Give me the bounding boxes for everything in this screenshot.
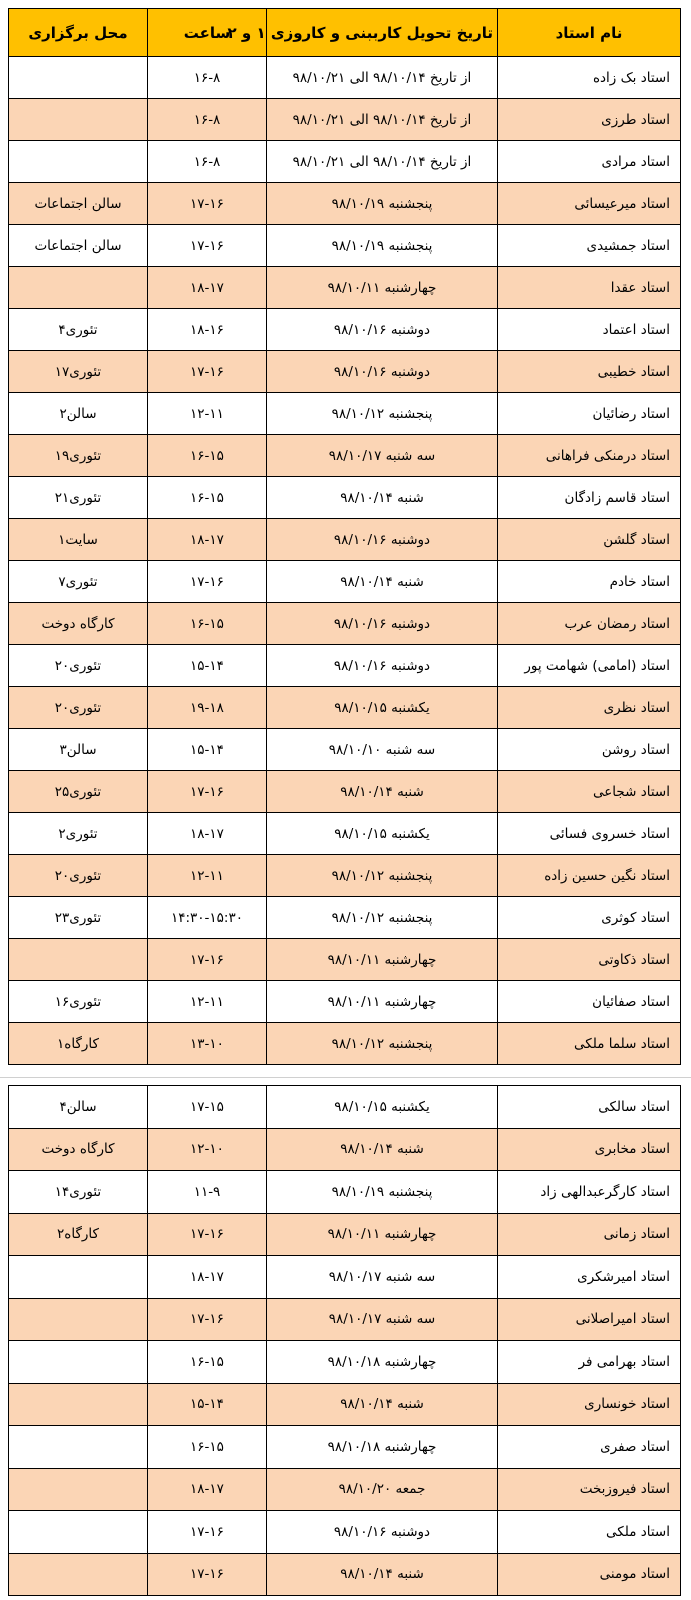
time-cell: ۱۷-۱۶ (148, 1298, 267, 1341)
table-row (9, 687, 681, 729)
instructor-name-cell: استاد ملکی (498, 1511, 681, 1554)
instructor-name-cell: استاد قاسم زادگان (498, 477, 681, 519)
location-cell (9, 1383, 148, 1426)
time-cell: ۱۷-۱۶ (148, 1213, 267, 1256)
delivery-date-cell: سه شنبه ۹۸/۱۰/۱۷ (267, 435, 498, 477)
table-row (9, 939, 681, 981)
location-cell: تئوری۲۰ (9, 687, 148, 729)
time-cell: ۱۶-۱۵ (148, 603, 267, 645)
instructor-name-cell: استاد خطیبی (498, 351, 681, 393)
time-cell: ۱۷-۱۶ (148, 561, 267, 603)
delivery-date-cell: یکشنبه ۹۸/۱۰/۱۵ (267, 687, 498, 729)
table-row (9, 1553, 681, 1596)
time-cell: ۱۹-۱۸ (148, 687, 267, 729)
delivery-date-cell: دوشنبه ۹۸/۱۰/۱۶ (267, 1511, 498, 1554)
instructor-name-cell: استاد خونساری (498, 1383, 681, 1426)
instructor-name-cell: استاد میرعیسائی (498, 183, 681, 225)
instructor-name-cell: استاد مرادی (498, 141, 681, 183)
delivery-date-cell: چهارشنبه ۹۸/۱۰/۱۱ (267, 939, 498, 981)
delivery-date-cell: دوشنبه ۹۸/۱۰/۱۶ (267, 309, 498, 351)
page-divider (0, 1077, 691, 1078)
delivery-date-cell: چهارشنبه ۹۸/۱۰/۱۱ (267, 1213, 498, 1256)
delivery-date-cell: پنجشنبه ۹۸/۱۰/۱۲ (267, 897, 498, 939)
header-delivery-date: تاریخ تحویل کارببنی و کاروزی ۱ و ۲ (267, 9, 498, 57)
time-cell: ۱۲-۱۱ (148, 393, 267, 435)
instructor-name-cell: استاد بک زاده (498, 57, 681, 99)
location-cell: تئوری۲۱ (9, 477, 148, 519)
table-row (9, 477, 681, 519)
instructor-name-cell: استاد اعتماد (498, 309, 681, 351)
time-cell: ۱۸-۱۷ (148, 1256, 267, 1299)
table-row (9, 1086, 681, 1129)
instructor-name-cell: استاد طرزی (498, 99, 681, 141)
location-cell: تئوری۱۷ (9, 351, 148, 393)
instructor-name-cell: استاد درمنکی فراهانی (498, 435, 681, 477)
instructor-name-cell: استاد سلما ملکی (498, 1023, 681, 1065)
table-row (9, 771, 681, 813)
table-row (9, 225, 681, 267)
location-cell (9, 1426, 148, 1469)
delivery-date-cell: سه شنبه ۹۸/۱۰/۱۷ (267, 1256, 498, 1299)
instructor-name-cell: استاد گلشن (498, 519, 681, 561)
location-cell (9, 141, 148, 183)
time-cell: ۱۵-۱۴ (148, 645, 267, 687)
time-cell: ۱۷-۱۶ (148, 1511, 267, 1554)
time-cell: ۱۸-۱۷ (148, 267, 267, 309)
time-cell: ۱۲-۱۱ (148, 855, 267, 897)
instructor-name-cell: استاد مومنی (498, 1553, 681, 1596)
delivery-date-cell: پنجشنبه ۹۸/۱۰/۱۹ (267, 183, 498, 225)
location-cell (9, 939, 148, 981)
time-cell: ۱۷-۱۵ (148, 1086, 267, 1129)
instructor-name-cell: استاد عقدا (498, 267, 681, 309)
time-cell: ۱۷-۱۶ (148, 771, 267, 813)
delivery-date-cell: شنبه ۹۸/۱۰/۱۴ (267, 771, 498, 813)
schedule-table-1 (8, 8, 681, 1065)
delivery-date-cell: یکشنبه ۹۸/۱۰/۱۵ (267, 813, 498, 855)
location-cell: سالن اجتماعات (9, 225, 148, 267)
table-row (9, 1468, 681, 1511)
header-instructor-name: نام استاد (498, 9, 681, 57)
time-cell: ۱۶-۸ (148, 57, 267, 99)
instructor-name-cell: استاد جمشیدی (498, 225, 681, 267)
time-cell: ۱۷-۱۶ (148, 351, 267, 393)
schedule-table-2-body (9, 1086, 681, 1596)
location-cell: سالن۳ (9, 729, 148, 771)
location-cell (9, 1256, 148, 1299)
table-row (9, 57, 681, 99)
table-row (9, 1213, 681, 1256)
time-cell: ۱۶-۱۵ (148, 435, 267, 477)
instructor-name-cell: استاد فیروزبخت (498, 1468, 681, 1511)
time-cell: ۱۲-۱۱ (148, 981, 267, 1023)
location-cell (9, 1468, 148, 1511)
delivery-date-cell: یکشنبه ۹۸/۱۰/۱۵ (267, 1086, 498, 1129)
time-cell: ۱۲-۱۰ (148, 1128, 267, 1171)
location-cell: تئوری۲ (9, 813, 148, 855)
location-cell (9, 57, 148, 99)
time-cell: ۱۷-۱۶ (148, 1553, 267, 1596)
header-location: محل برگزاری (9, 9, 148, 57)
time-cell: ۱۸-۱۷ (148, 519, 267, 561)
time-cell: ۱۷-۱۶ (148, 939, 267, 981)
location-cell: سالن۲ (9, 393, 148, 435)
instructor-name-cell: استاد خسروی فسائی (498, 813, 681, 855)
location-cell (9, 267, 148, 309)
location-cell: سایت۱ (9, 519, 148, 561)
table-row (9, 1383, 681, 1426)
delivery-date-cell: پنجشنبه ۹۸/۱۰/۱۹ (267, 225, 498, 267)
table-row (9, 813, 681, 855)
instructor-name-cell: استاد (امامی) شهامت پور (498, 645, 681, 687)
instructor-name-cell: استاد سالکی (498, 1086, 681, 1129)
delivery-date-cell: چهارشنبه ۹۸/۱۰/۱۱ (267, 981, 498, 1023)
instructor-name-cell: استاد امیراصلانی (498, 1298, 681, 1341)
table-row (9, 1511, 681, 1554)
delivery-date-cell: چهارشنبه ۹۸/۱۰/۱۸ (267, 1426, 498, 1469)
delivery-date-cell: سه شنبه ۹۸/۱۰/۱۷ (267, 1298, 498, 1341)
instructor-name-cell: استاد نظری (498, 687, 681, 729)
instructor-name-cell: استاد بهرامی فر (498, 1341, 681, 1384)
table-row (9, 561, 681, 603)
instructor-name-cell: استاد کوثری (498, 897, 681, 939)
table-row (9, 309, 681, 351)
location-cell: تئوری۴ (9, 309, 148, 351)
delivery-date-cell: دوشنبه ۹۸/۱۰/۱۶ (267, 645, 498, 687)
table-row (9, 855, 681, 897)
table-row (9, 1023, 681, 1065)
delivery-date-cell: چهارشنبه ۹۸/۱۰/۱۸ (267, 1341, 498, 1384)
time-cell: ۱۴:۳۰-۱۵:۳۰ (148, 897, 267, 939)
table-row (9, 603, 681, 645)
time-cell: ۱۸-۱۷ (148, 813, 267, 855)
location-cell: تئوری۷ (9, 561, 148, 603)
delivery-date-cell: از تاریخ ۹۸/۱۰/۱۴ الی ۹۸/۱۰/۲۱ (267, 99, 498, 141)
table-row (9, 1171, 681, 1214)
table-row (9, 1128, 681, 1171)
table-row (9, 1256, 681, 1299)
delivery-date-cell: شنبه ۹۸/۱۰/۱۴ (267, 561, 498, 603)
location-cell (9, 99, 148, 141)
location-cell (9, 1298, 148, 1341)
instructor-name-cell: استاد ذکاوتی (498, 939, 681, 981)
delivery-date-cell: پنجشنبه ۹۸/۱۰/۱۲ (267, 855, 498, 897)
location-cell: سالن اجتماعات (9, 183, 148, 225)
table-row (9, 981, 681, 1023)
table-row (9, 1341, 681, 1384)
table-row (9, 435, 681, 477)
time-cell: ۱۶-۱۵ (148, 477, 267, 519)
delivery-date-cell: شنبه ۹۸/۱۰/۱۴ (267, 1383, 498, 1426)
location-cell: کارگاه دوخت (9, 603, 148, 645)
instructor-name-cell: استاد رمضان عرب (498, 603, 681, 645)
delivery-date-cell: شنبه ۹۸/۱۰/۱۴ (267, 1553, 498, 1596)
table-row (9, 351, 681, 393)
delivery-date-cell: شنبه ۹۸/۱۰/۱۴ (267, 477, 498, 519)
instructor-name-cell: استاد روشن (498, 729, 681, 771)
table-row (9, 897, 681, 939)
instructor-name-cell: استاد رضائیان (498, 393, 681, 435)
delivery-date-cell: سه شنبه ۹۸/۱۰/۱۰ (267, 729, 498, 771)
instructor-name-cell: استاد نگین حسین زاده (498, 855, 681, 897)
header-time: ساعت (148, 9, 267, 57)
instructor-name-cell: استاد خادم (498, 561, 681, 603)
schedule-table-2 (8, 1085, 681, 1596)
time-cell: ۱۶-۸ (148, 141, 267, 183)
delivery-date-cell: جمعه ۹۸/۱۰/۲۰ (267, 1468, 498, 1511)
table-row (9, 141, 681, 183)
location-cell: تئوری۱۶ (9, 981, 148, 1023)
delivery-date-cell: دوشنبه ۹۸/۱۰/۱۶ (267, 351, 498, 393)
delivery-date-cell: دوشنبه ۹۸/۱۰/۱۶ (267, 603, 498, 645)
time-cell: ۱۷-۱۶ (148, 225, 267, 267)
delivery-date-cell: پنجشنبه ۹۸/۱۰/۱۹ (267, 1171, 498, 1214)
table-row (9, 1298, 681, 1341)
time-cell: ۱۵-۱۴ (148, 1383, 267, 1426)
delivery-date-cell: از تاریخ ۹۸/۱۰/۱۴ الی ۹۸/۱۰/۲۱ (267, 57, 498, 99)
instructor-name-cell: استاد صفری (498, 1426, 681, 1469)
table-row (9, 393, 681, 435)
time-cell: ۱۶-۱۵ (148, 1341, 267, 1384)
time-cell: ۱۶-۱۵ (148, 1426, 267, 1469)
table-row (9, 267, 681, 309)
location-cell (9, 1553, 148, 1596)
location-cell: تئوری۲۵ (9, 771, 148, 813)
time-cell: ۱۶-۸ (148, 99, 267, 141)
location-cell: کارگاه دوخت (9, 1128, 148, 1171)
delivery-date-cell: دوشنبه ۹۸/۱۰/۱۶ (267, 519, 498, 561)
location-cell (9, 1511, 148, 1554)
instructor-name-cell: استاد کارگرعبدالهی زاد (498, 1171, 681, 1214)
time-cell: ۱۸-۱۶ (148, 309, 267, 351)
table-row (9, 99, 681, 141)
table-row (9, 183, 681, 225)
time-cell: ۱۸-۱۷ (148, 1468, 267, 1511)
instructor-name-cell: استاد زمانی (498, 1213, 681, 1256)
location-cell: سالن۴ (9, 1086, 148, 1129)
time-cell: ۱۳-۱۰ (148, 1023, 267, 1065)
delivery-date-cell: چهارشنبه ۹۸/۱۰/۱۱ (267, 267, 498, 309)
delivery-date-cell: شنبه ۹۸/۱۰/۱۴ (267, 1128, 498, 1171)
location-cell: کارگاه۱ (9, 1023, 148, 1065)
table-row (9, 519, 681, 561)
instructor-name-cell: استاد مخابری (498, 1128, 681, 1171)
instructor-name-cell: استاد صفائیان (498, 981, 681, 1023)
instructor-name-cell: استاد امیرشکری (498, 1256, 681, 1299)
schedule-table-1-body (9, 57, 681, 1065)
time-cell: ۱۷-۱۶ (148, 183, 267, 225)
location-cell: تئوری۲۰ (9, 645, 148, 687)
delivery-date-cell: پنجشنبه ۹۸/۱۰/۱۲ (267, 393, 498, 435)
instructor-name-cell: استاد شجاعی (498, 771, 681, 813)
time-cell: ۱۱-۹ (148, 1171, 267, 1214)
location-cell: تئوری۲۰ (9, 855, 148, 897)
location-cell: کارگاه۲ (9, 1213, 148, 1256)
table-row (9, 1426, 681, 1469)
delivery-date-cell: از تاریخ ۹۸/۱۰/۱۴ الی ۹۸/۱۰/۲۱ (267, 141, 498, 183)
time-cell: ۱۵-۱۴ (148, 729, 267, 771)
table-row (9, 645, 681, 687)
location-cell: تئوری۱۴ (9, 1171, 148, 1214)
table-header-row (9, 9, 681, 57)
location-cell (9, 1341, 148, 1384)
delivery-date-cell: پنجشنبه ۹۸/۱۰/۱۲ (267, 1023, 498, 1065)
location-cell: تئوری۱۹ (9, 435, 148, 477)
location-cell: تئوری۲۳ (9, 897, 148, 939)
table-row (9, 729, 681, 771)
